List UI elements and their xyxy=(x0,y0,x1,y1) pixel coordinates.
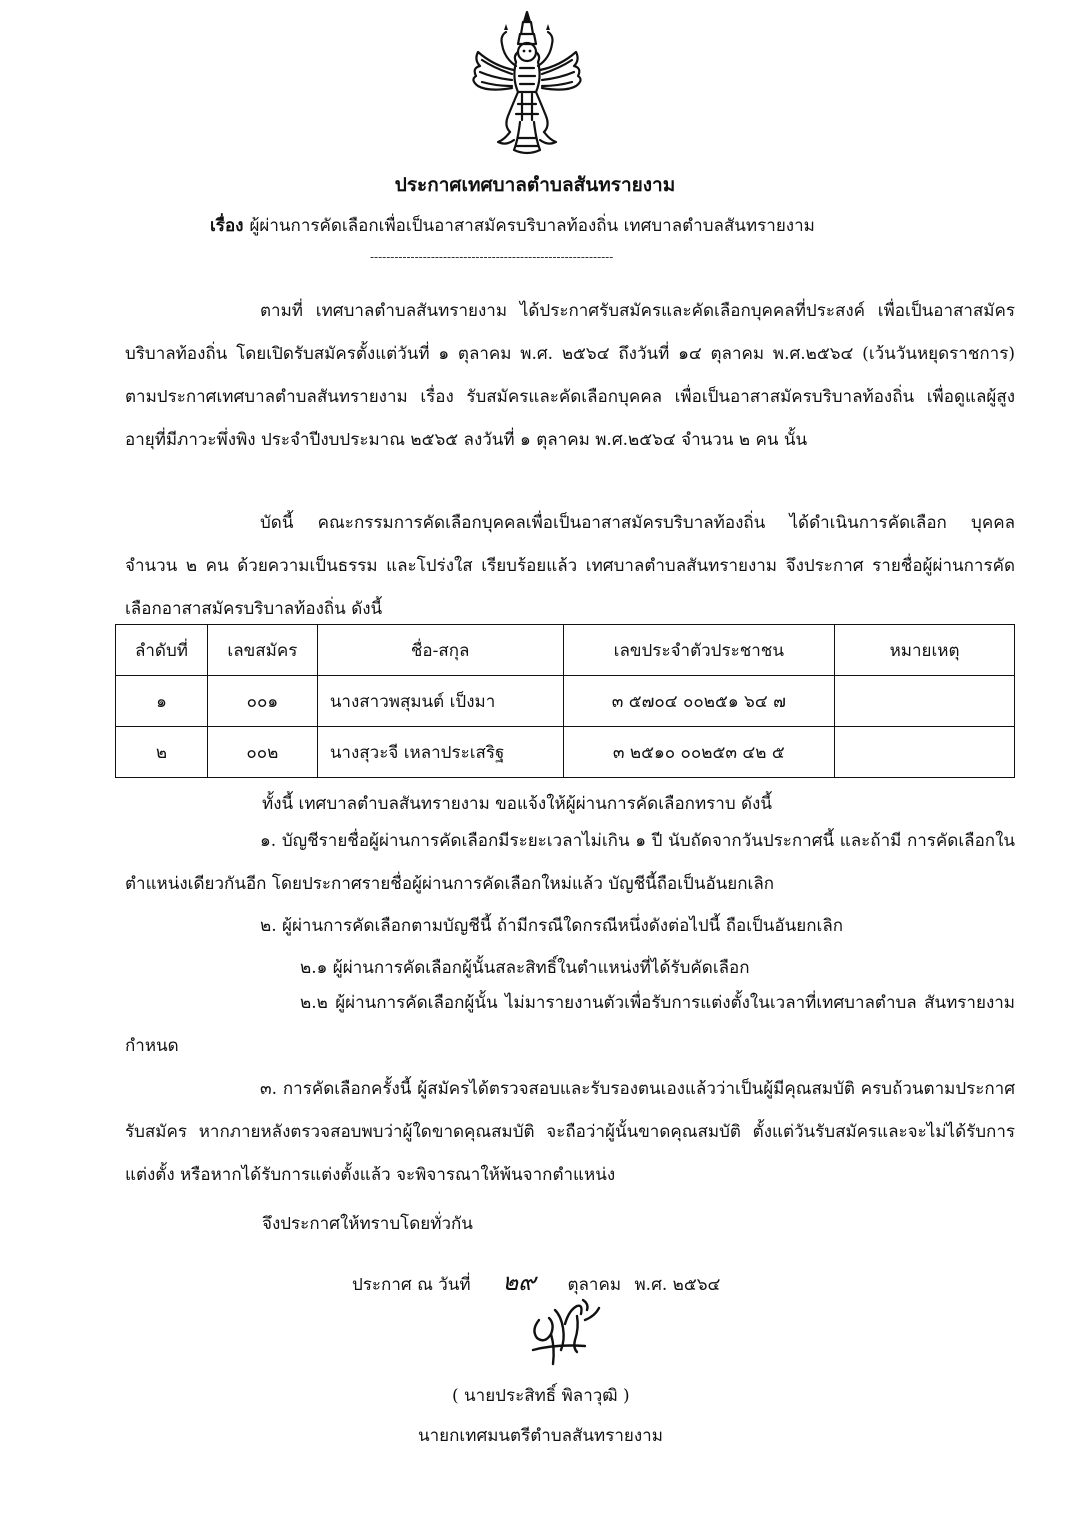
item-1 xyxy=(125,820,1015,906)
paragraph-1 xyxy=(125,290,1015,462)
header-order: ลำดับที่ xyxy=(116,625,208,676)
header-full-name: ชื่อ-สกุล xyxy=(317,625,563,676)
table-row xyxy=(116,676,1015,727)
item-3-text: ๓. การคัดเลือกครั้งนี้ ผู้สมัครได้ตรวจสอบและรับรองตนเองแล้วว่าเป็นผู้มีคุณสมบัติ ครบถ้วนตามประกาศรับสมัคร หากภายหลังตรวจสอบพบว่าผู้ใดขาดคุณสมบัติ จะถือว่าผู้นั้นขาดคุณสมบัติ ตั้งแต่วันรับสมัครและจะไม่ได้รับการแต่งตั้ง หรือหากได้รับการแต่งตั้งแล้ว จะพิจารณาให้พ้นจากตำแหน่ง xyxy=(125,1079,1015,1185)
date-year-label: พ.ศ. xyxy=(634,1275,668,1295)
date-month: ตุลาคม xyxy=(567,1275,622,1295)
cell-remark xyxy=(835,676,1015,727)
item-2-2 xyxy=(125,982,1015,1068)
table-header-row xyxy=(116,625,1015,676)
after-table-text: ทั้งนี้ เทศบาลตำบลสันทรายงาม ขอแจ้งให้ผู้ผ่านการคัดเลือกทราบ ดังนี้ xyxy=(262,794,772,814)
date-year: ๒๕๖๔ xyxy=(672,1275,721,1295)
subject-line xyxy=(210,212,815,239)
title-divider: ------------------------------------------------------------ xyxy=(370,250,614,264)
date-day: ๒๙ xyxy=(502,1268,536,1296)
paragraph-2 xyxy=(125,502,1015,631)
cell-order: ๒ xyxy=(116,727,208,778)
item-1-text: ๑. บัญชีรายชื่อผู้ผ่านการคัดเลือกมีระยะเวลาไม่เกิน ๑ ปี นับถัดจากวันประกาศนี้ และถ้ามี การคัดเลือกในตำแหน่งเดียวกันอีก โดยประกาศรายชื่อผู้ผ่านการคัดเลือกใหม่แล้ว บัญชีนี้ถือเป็นอันยกเลิก xyxy=(125,831,1015,894)
cell-citizen-id: ๓ ๒๕๑๐ ๐๐๒๕๓ ๔๒ ๕ xyxy=(563,727,835,778)
selection-result-table xyxy=(115,624,1015,778)
cell-full-name: นางสุวะจี เหลาประเสริฐ xyxy=(317,727,563,778)
header-citizen-id: เลขประจำตัวประชาชน xyxy=(563,625,835,676)
cell-remark xyxy=(835,727,1015,778)
paragraph-2-text: บัดนี้ คณะกรรมการคัดเลือกบุคคลเพื่อเป็นอาสาสมัครบริบาลท้องถิ่น ได้ดำเนินการคัดเลือก บุคคล จำนวน ๒ คน ด้วยความเป็นธรรม และโปร่งใส เรียบร้อยแล้ว เทศบาลตำบลสันทรายงาม จึงประกาศ รายชื่อผู้ผ่านการคัดเลือกอาสาสมัครบริบาลท้องถิ่น ดังนี้ xyxy=(125,513,1015,619)
cell-order: ๑ xyxy=(116,676,208,727)
announcement-title: ประกาศเทศบาลตำบลสันทรายงาม xyxy=(394,174,676,196)
item-2-2-text: ๒.๒ ผู้ผ่านการคัดเลือกผู้นั้น ไม่มารายงานตัวเพื่อรับการแต่งตั้งในเวลาที่เทศบาลตำบล สันทรายงามกำหนด xyxy=(125,993,1015,1056)
date-prefix: ประกาศ ณ วันที่ xyxy=(352,1275,471,1295)
paragraph-1-text: ตามที่ เทศบาลตำบลสันทรายงาม ได้ประกาศรับสมัครและคัดเลือกบุคคลที่ประสงค์ เพื่อเป็นอาสาสมัครบริบาลท้องถิ่น โดยเปิดรับสมัครตั้งแต่วันที่ ๑ ตุลาคม พ.ศ. ๒๕๖๔ ถึงวันที่ ๑๔ ตุลาคม พ.ศ.๒๕๖๔ (เว้นวันหยุดราชการ) ตามประกาศเทศบาลตำบลสันทรายงาม เรื่อง รับสมัครและคัดเลือกบุคคล เพื่อเป็นอาสาสมัครบริบาลท้องถิ่น เพื่อดูแลผู้สูงอายุที่มีภาวะพึ่งพิง ประจำปีงบประมาณ ๒๕๖๕ ลงวันที่ ๑ ตุลาคม พ.ศ.๒๕๖๔ จำนวน ๒ คน นั้น xyxy=(125,301,1015,450)
item-2-1-text: ๒.๑ ผู้ผ่านการคัดเลือกผู้นั้นสละสิทธิ์ในตำแหน่งที่ได้รับคัดเลือก xyxy=(300,958,750,978)
item-2-text: ๒. ผู้ผ่านการคัดเลือกตามบัญชีนี้ ถ้ามีกรณีใดกรณีหนึ่งดังต่อไปนี้ ถือเป็นอันยกเลิก xyxy=(260,916,844,936)
header-application-no: เลขสมัคร xyxy=(207,625,317,676)
item-3 xyxy=(125,1068,1015,1197)
closing-text: จึงประกาศให้ทราบโดยทั่วกัน xyxy=(262,1214,473,1234)
handwritten-signature xyxy=(525,1280,605,1370)
cell-application-no: ๐๐๒ xyxy=(207,727,317,778)
table-row xyxy=(116,727,1015,778)
header-remark: หมายเหตุ xyxy=(835,625,1015,676)
cell-citizen-id: ๓ ๕๗๐๔ ๐๐๒๕๑ ๖๔ ๗ xyxy=(563,676,835,727)
subject-text: ผู้ผ่านการคัดเลือกเพื่อเป็นอาสาสมัครบริบาลท้องถิ่น เทศบาลตำบลสันทรายงาม xyxy=(249,216,815,236)
subject-label: เรื่อง xyxy=(210,216,244,236)
cell-full-name: นางสาวพสุมนต์ เป็งมา xyxy=(317,676,563,727)
cell-application-no: ๐๐๑ xyxy=(207,676,317,727)
signatory-position: นายกเทศมนตรีตำบลสันทรายงาม xyxy=(418,1426,663,1446)
garuda-emblem-icon xyxy=(468,8,586,158)
signatory-name: ( นายประสิทธิ์ พิลาวุฒิ ) xyxy=(452,1386,630,1406)
